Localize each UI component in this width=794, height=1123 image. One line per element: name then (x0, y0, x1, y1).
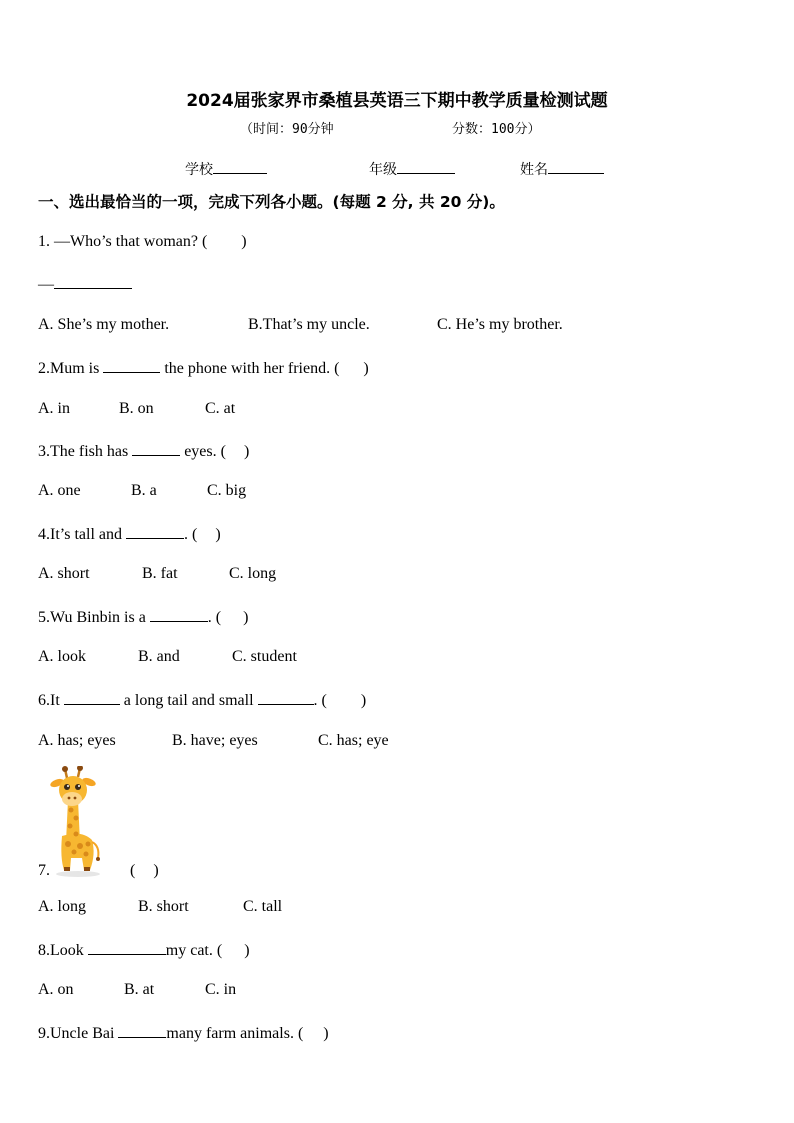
question-6-stem-cont: a long tail and small (123, 692, 254, 709)
question-4-stem-cont: . ( (183, 526, 198, 543)
school-label: 学校 (185, 162, 213, 178)
question-4-paren: ) (215, 526, 221, 543)
option-b[interactable]: B. on (119, 400, 154, 417)
question-6-stem-cont2: . ( (313, 692, 327, 709)
option-b[interactable]: B. a (131, 482, 157, 499)
option-a[interactable]: A. on (38, 981, 74, 998)
answer-blank[interactable] (103, 358, 160, 373)
question-5-stem: 5.Wu Binbin is a (38, 609, 146, 626)
option-a[interactable]: A. look (38, 648, 86, 665)
answer-blank[interactable] (54, 274, 132, 289)
option-a[interactable]: A. She’s my mother. (38, 316, 170, 333)
question-1-options (38, 316, 563, 334)
option-c[interactable]: C. tall (243, 898, 283, 915)
answer-blank-1[interactable] (64, 690, 120, 705)
section-heading: 一、选出最恰当的一项，完成下列各小题。(每题 2 分, 共 20 分)。 (38, 193, 505, 211)
option-c[interactable]: C. student (232, 648, 297, 665)
paren-close: ) (153, 862, 159, 879)
option-a[interactable]: A. short (38, 565, 90, 582)
question-8-options (38, 981, 236, 999)
answer-blank[interactable] (88, 940, 166, 955)
question-3-options (38, 482, 246, 500)
option-b[interactable]: B. short (138, 898, 189, 915)
option-b[interactable]: B. and (138, 648, 180, 665)
question-2-options (38, 400, 235, 418)
giraffe-image (48, 766, 110, 878)
question-6-stem: 6.It (38, 692, 60, 709)
question-4-stem: 4.It’s tall and (38, 526, 122, 543)
name-field[interactable] (520, 159, 604, 179)
question-1 (38, 233, 247, 251)
option-c[interactable]: C. long (229, 565, 277, 582)
answer-blank-2[interactable] (258, 690, 314, 705)
question-2-stem: 2.Mum is (38, 360, 100, 377)
option-b[interactable]: B.That’s my uncle. (248, 316, 370, 333)
question-9-stem: 9.Uncle Bai (38, 1025, 115, 1042)
question-1-paren: ) (241, 233, 247, 250)
question-9-paren: ) (323, 1025, 329, 1042)
score-info: 分数：100分） (452, 122, 541, 137)
question-9 (38, 1023, 329, 1043)
answer-blank[interactable] (132, 441, 180, 456)
question-7-paren (130, 862, 159, 880)
question-3-stem: 3.The fish has (38, 443, 129, 460)
question-7-options (38, 898, 282, 916)
question-6-paren: ) (360, 692, 367, 709)
dash: — (38, 276, 54, 293)
option-a[interactable]: A. one (38, 482, 81, 499)
grade-label: 年级 (369, 162, 397, 178)
question-2-stem-cont: the phone with her friend. ( (164, 360, 340, 377)
option-c[interactable]: C. big (207, 482, 247, 499)
answer-blank[interactable] (118, 1023, 166, 1038)
option-c[interactable]: C. in (205, 981, 237, 998)
question-2 (38, 358, 369, 378)
question-4 (38, 524, 221, 544)
question-5 (38, 607, 248, 627)
school-field[interactable] (185, 159, 267, 179)
question-8-stem: 8.Look (38, 942, 84, 959)
option-c[interactable]: C. has; eye (318, 732, 389, 749)
question-2-paren: ) (363, 360, 369, 377)
question-3-stem-cont: eyes. ( (184, 443, 226, 460)
question-4-options (38, 565, 276, 583)
option-a[interactable]: A. in (38, 400, 70, 417)
grade-blank[interactable] (397, 159, 455, 174)
option-c[interactable]: C. at (205, 400, 236, 417)
option-b[interactable]: B. have; eyes (172, 732, 258, 749)
question-6 (38, 690, 366, 710)
option-a[interactable]: A. has; eyes (38, 732, 116, 749)
answer-blank[interactable] (126, 524, 184, 539)
option-a[interactable]: A. long (38, 898, 86, 915)
page-title: 2024届张家界市桑植县英语三下期中教学质量检测试题 (186, 91, 608, 111)
school-blank[interactable] (213, 159, 267, 174)
name-blank[interactable] (548, 159, 604, 174)
question-8-stem-cont: my cat. ( (165, 942, 223, 959)
question-8 (38, 940, 250, 960)
option-b[interactable]: B. at (124, 981, 155, 998)
question-5-options (38, 648, 297, 666)
question-5-paren: ) (243, 609, 249, 626)
option-c[interactable]: C. He’s my brother. (437, 316, 563, 333)
name-label: 姓名 (520, 162, 548, 178)
option-b[interactable]: B. fat (142, 565, 178, 582)
paren-open: ( (130, 862, 136, 879)
question-1-answer-line[interactable] (38, 274, 132, 294)
question-7-number: 7. (38, 862, 50, 879)
question-3 (38, 441, 249, 461)
question-1-stem: 1. —Who’s that woman? ( (38, 233, 208, 250)
question-8-paren: ) (244, 942, 250, 959)
question-3-paren: ) (243, 443, 250, 460)
grade-field[interactable] (369, 159, 455, 179)
question-5-stem-cont: . ( (207, 609, 222, 626)
question-6-options (38, 732, 389, 750)
question-9-stem-cont: many farm animals. ( (166, 1025, 304, 1042)
time-info: （时间：90分钟 (240, 122, 334, 137)
answer-blank[interactable] (150, 607, 208, 622)
